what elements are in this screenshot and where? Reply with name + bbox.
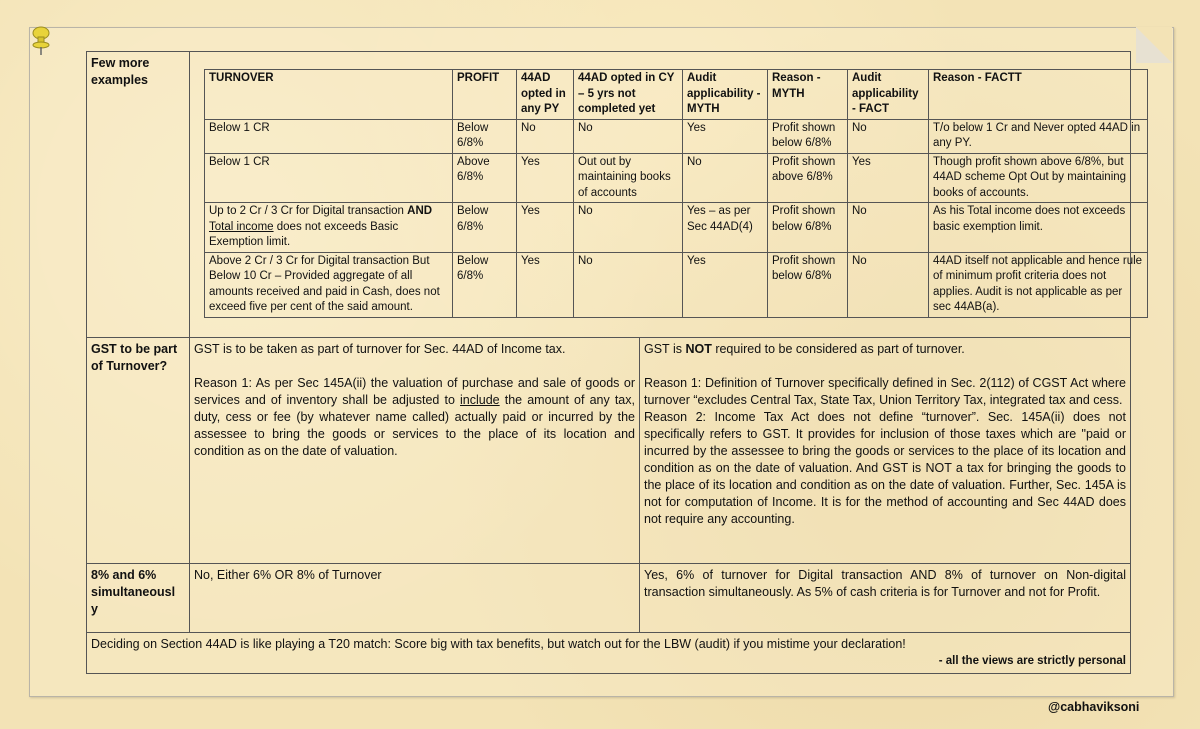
cell-44ad-cy: No (574, 203, 683, 253)
table-row (205, 153, 1148, 203)
cell-reason-fact: 44AD itself not applicable and hence rule of minimum profit criteria does not applies. Audit is not applicable as per sec 44AB(a). (929, 252, 1148, 317)
footer-row (87, 633, 1131, 674)
cell-reason-myth: Profit shown below 6/8% (768, 252, 848, 317)
cell-profit: Below 6/8% (453, 252, 517, 317)
cell-reason-fact: T/o below 1 Cr and Never opted 44AD in any PY. (929, 119, 1148, 153)
turnover-text-2: does not exceeds Basic Exemption limit. (209, 220, 399, 248)
cell-reason-fact: Though profit shown above 6/8%, but 44AD scheme Opt Out by maintaining books of accounts. (929, 153, 1148, 203)
col-header-profit: PROFIT (453, 70, 517, 120)
gst-label: GST to be part of Turnover? (87, 338, 190, 564)
simultaneous-left: No, Either 6% OR 8% of Turnover (190, 564, 640, 633)
folded-corner (1136, 27, 1172, 63)
gst-left-reason1-include: include (460, 393, 500, 407)
table-row (205, 203, 1148, 253)
gst-right-line1 (644, 341, 1126, 358)
gst-right-line1-a: GST is (644, 342, 686, 356)
gst-left-cell (190, 338, 640, 564)
cell-audit-fact: No (848, 252, 929, 317)
col-header-44ad-py: 44AD opted in any PY (517, 70, 574, 120)
examples-table (204, 69, 1148, 318)
cell-profit: Below 6/8% (453, 203, 517, 253)
cell-reason-myth: Profit shown below 6/8% (768, 119, 848, 153)
gst-left-reason1 (194, 375, 635, 460)
gst-right-reason2: Reason 2: Income Tax Act does not define “turnover”. Sec. 145A(ii) does not specifically refers to GST. It provides for inclusion of those taxes which are "paid or incurred by the assessee to bring the goods or services to the place of its location and condition as on the date of valuation. And GST is NOT a tax for bringing the goods to the place of its location and condition as on the date of valuation. Further, Sec. 145A is not for computation of Income. It is for the method of accounting and Sec 44AD does not require any accounting. (644, 410, 1126, 526)
examples-label: Few more examples (87, 52, 190, 338)
cell-44ad-py: Yes (517, 252, 574, 317)
cell-reason-myth: Profit shown above 6/8% (768, 153, 848, 203)
footer-cell (87, 633, 1131, 674)
cell-44ad-py: Yes (517, 203, 574, 253)
cell-turnover: Above 2 Cr / 3 Cr for Digital transaction But Below 10 Cr – Provided aggregate of all amounts received and paid in Cash, does not exceed five per cent of the said amount. (205, 252, 453, 317)
cell-turnover: Below 1 CR (205, 153, 453, 203)
cell-reason-fact: As his Total income does not exceeds basic exemption limit. (929, 203, 1148, 253)
gst-right-reason1: Reason 1: Definition of Turnover specifically defined in Sec. 2(112) of CGST Act where turnover “excludes Central Tax, State Tax, Union Territory Tax, integrated tax and cess. (644, 376, 1126, 407)
cell-44ad-cy: Out out by maintaining books of accounts (574, 153, 683, 203)
turnover-and: AND (407, 205, 433, 217)
gst-right-cell (640, 338, 1131, 564)
examples-row (87, 52, 1131, 338)
gst-right-line1-c: required to be considered as part of turnover. (711, 342, 965, 356)
main-table (86, 51, 1143, 674)
col-header-44ad-cy: 44AD opted in CY – 5 yrs not completed yet (574, 70, 683, 120)
col-header-turnover: TURNOVER (205, 70, 453, 120)
cell-profit: Below 6/8% (453, 119, 517, 153)
cell-profit: Above 6/8% (453, 153, 517, 203)
gst-left-reason1-b: the amount of any tax, duty, cess or fee (by whatever name called) actually paid or incurred by the assessee to bring the goods or services to the place of its location and condition as on the date of valuation. (194, 393, 635, 458)
cell-turnover: Below 1 CR (205, 119, 453, 153)
pushpin-icon (30, 26, 52, 56)
col-header-audit-myth: Audit applicability - MYTH (683, 70, 768, 120)
examples-header-row (205, 70, 1148, 120)
cell-audit-myth: Yes (683, 252, 768, 317)
gst-left-line1: GST is to be taken as part of turnover for Sec. 44AD of Income tax. (194, 342, 566, 356)
cell-audit-myth: Yes (683, 119, 768, 153)
footer-signature: - all the views are strictly personal (938, 655, 1126, 667)
footer-quote: Deciding on Section 44AD is like playing a T20 match: Score big with tax benefits, but watch out for the LBW (audit) if you mistime your declaration! (91, 637, 906, 651)
cell-audit-myth: Yes – as per Sec 44AD(4) (683, 203, 768, 253)
cell-audit-fact: No (848, 119, 929, 153)
cell-44ad-py: No (517, 119, 574, 153)
gst-row (87, 338, 1131, 564)
simultaneous-row (87, 564, 1131, 633)
turnover-text-1: Up to 2 Cr / 3 Cr for Digital transaction (209, 205, 408, 217)
turnover-total-income: Total income (209, 220, 274, 233)
examples-cell (190, 52, 1143, 338)
col-header-audit-fact: Audit applicability - FACT (848, 70, 929, 120)
simultaneous-right: Yes, 6% of turnover for Digital transaction AND 8% of turnover on Non-digital transaction simultaneously. As 5% of cash criteria is for Turnover and not for Profit. (640, 564, 1131, 633)
gst-left-reason1-a: Reason 1: As per Sec 145A(ii) the valuation of purchase and sale of goods or services and of inventory shall be adjusted to (194, 376, 635, 407)
cell-44ad-cy: No (574, 252, 683, 317)
cell-44ad-cy: No (574, 119, 683, 153)
cell-audit-fact: No (848, 203, 929, 253)
gst-right-line1-not: NOT (685, 342, 712, 356)
cell-audit-myth: No (683, 153, 768, 203)
cell-turnover (205, 203, 453, 253)
col-header-reason-fact: Reason - FACTT (929, 70, 1148, 120)
table-row (205, 252, 1148, 317)
cell-44ad-py: Yes (517, 153, 574, 203)
simultaneous-label: 8% and 6% simultaneousl y (87, 564, 190, 633)
author-handle: @cabhaviksoni (1048, 700, 1140, 714)
cell-audit-fact: Yes (848, 153, 929, 203)
cell-reason-myth: Profit shown below 6/8% (768, 203, 848, 253)
col-header-reason-myth: Reason - MYTH (768, 70, 848, 120)
table-row (205, 119, 1148, 153)
